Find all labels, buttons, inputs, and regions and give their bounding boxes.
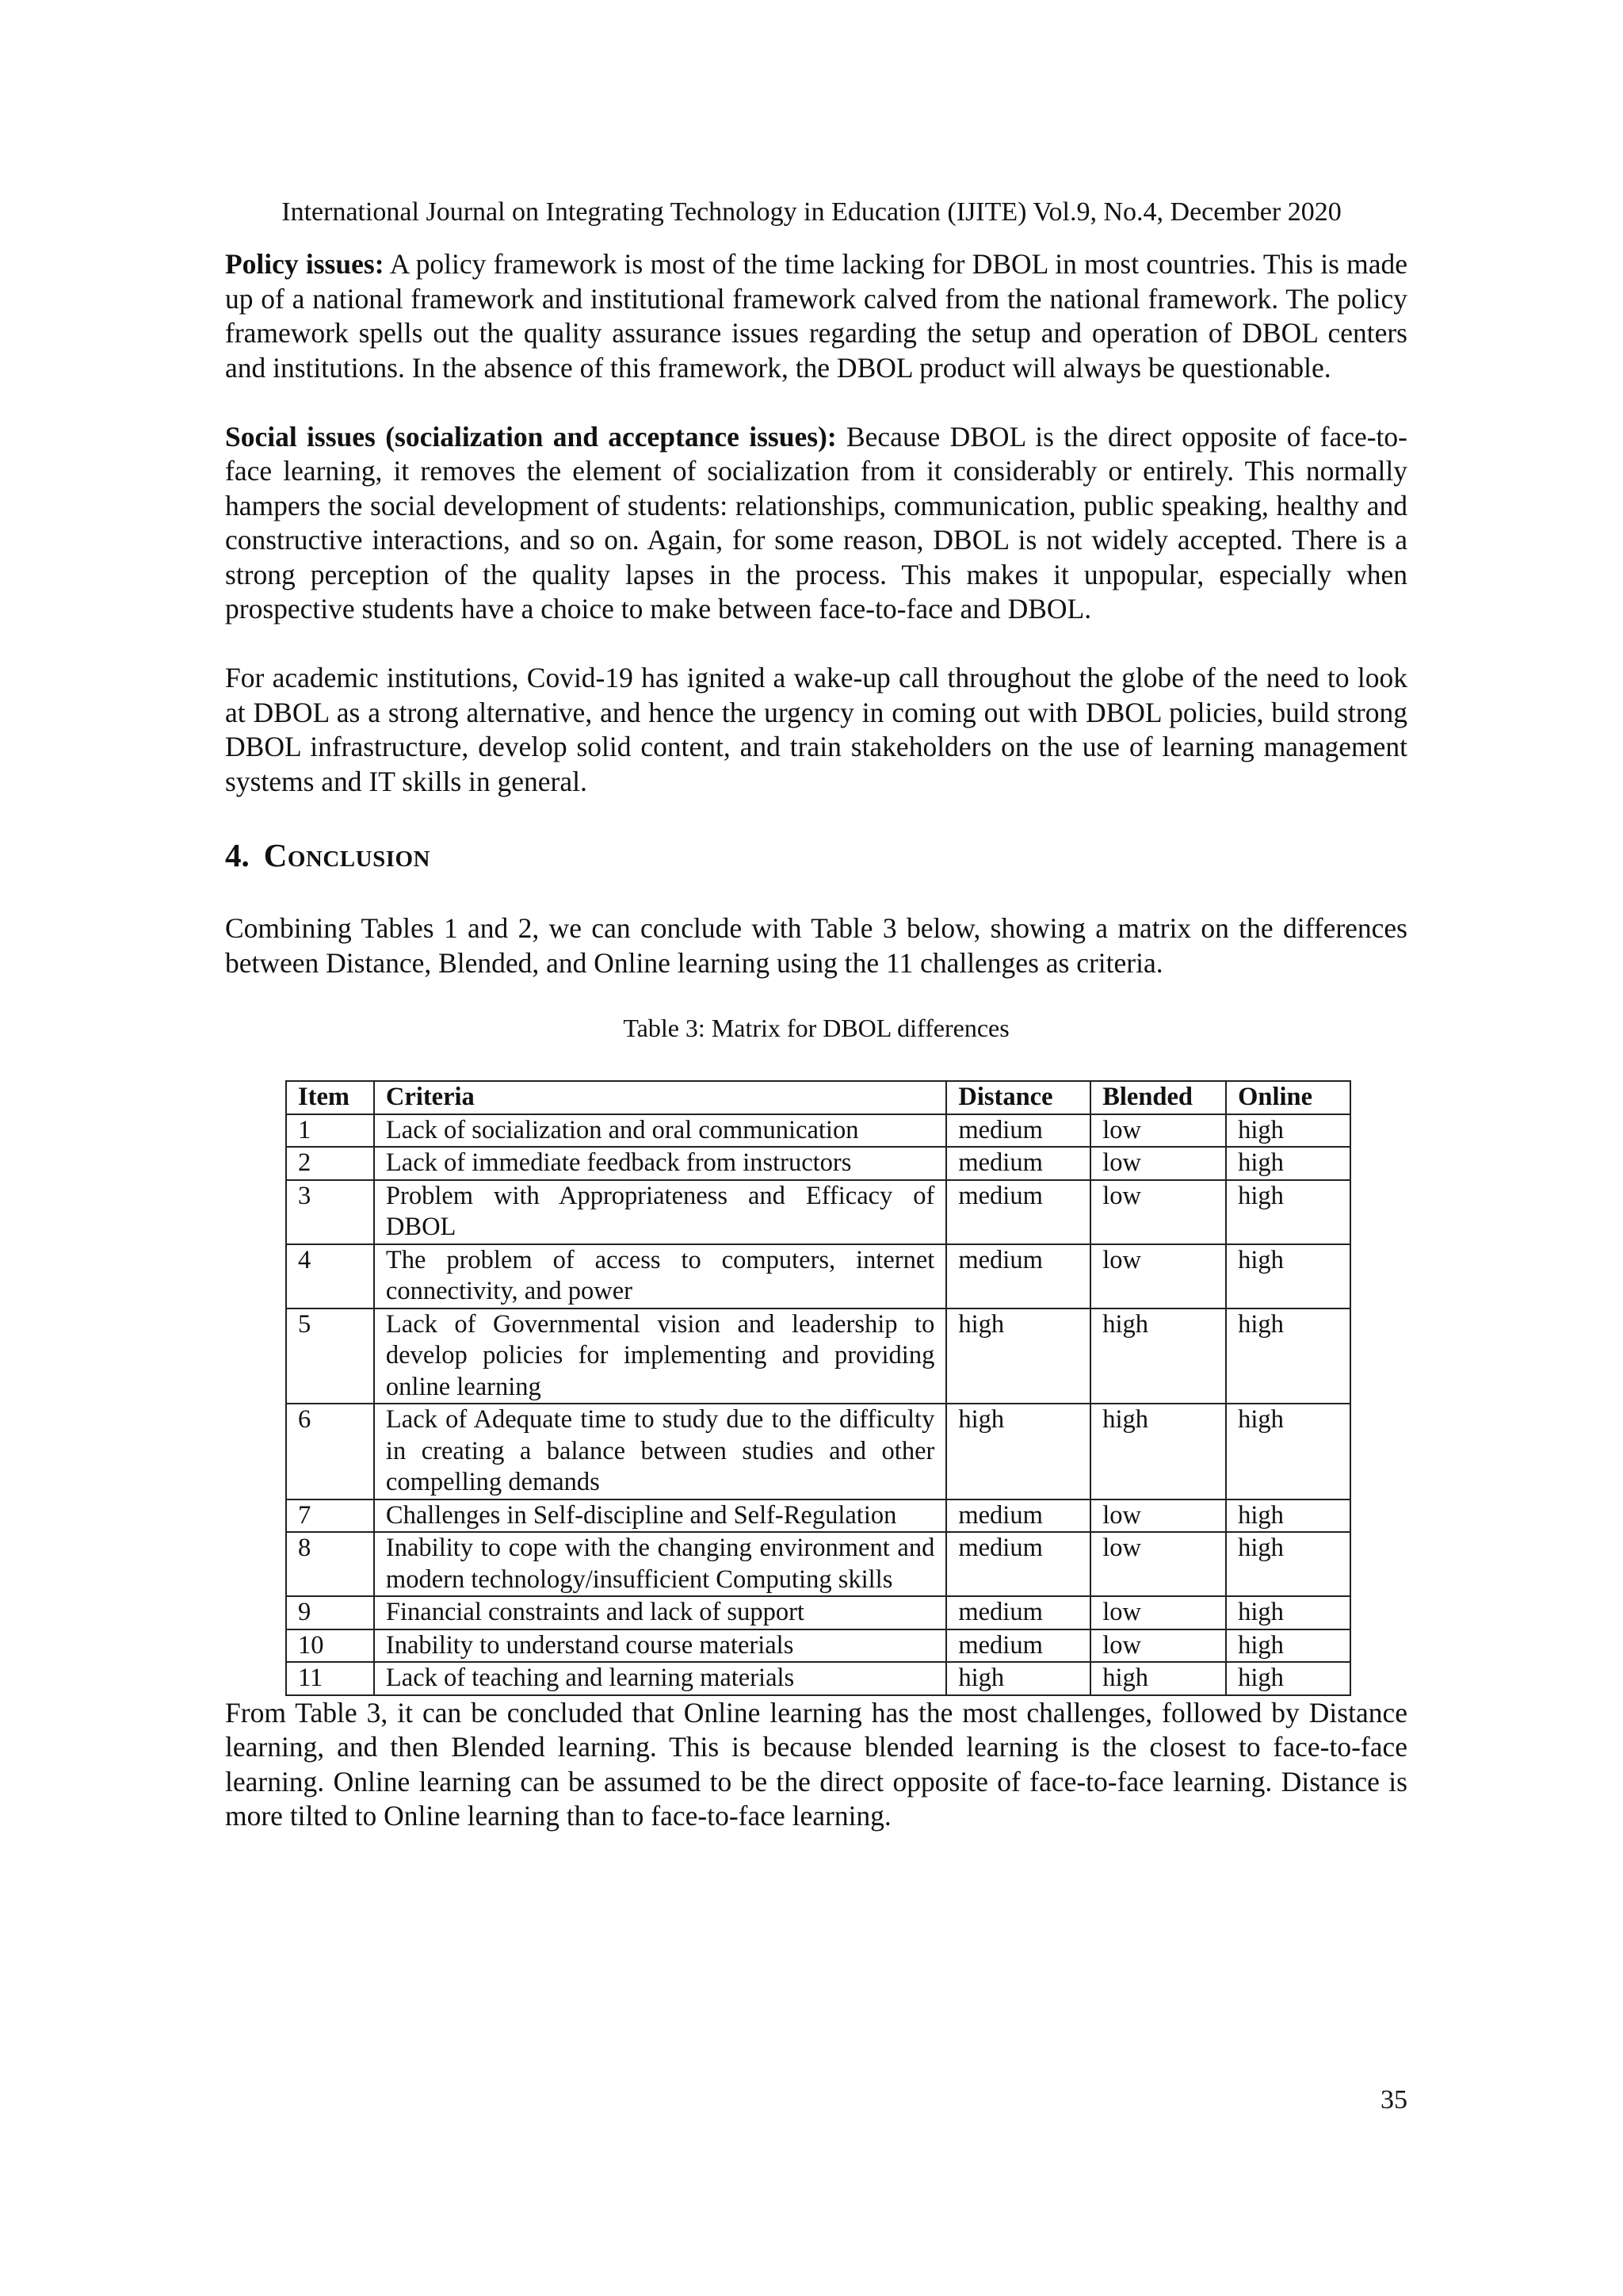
running-header: International Journal on Integrating Technology in Education (IJITE) Vol.9, No.4, December 2020 bbox=[281, 197, 1342, 227]
cell-blended: low bbox=[1090, 1629, 1226, 1663]
policy-issues-text: A policy framework is most of the time lacking for DBOL in most countries. This is made up of a national framework and institutional framework calved from the national framework. The policy framework spells out the quality assurance issues regarding the setup and operation of DBOL centers and institutions. In the absence of this framework, the DBOL product will always be questionable. bbox=[225, 248, 1407, 384]
cell-online: high bbox=[1226, 1147, 1350, 1180]
cell-online: high bbox=[1226, 1499, 1350, 1533]
cell-distance: medium bbox=[946, 1629, 1090, 1663]
cell-criteria: Lack of immediate feedback from instructors bbox=[374, 1147, 946, 1180]
cell-criteria: Challenges in Self-discipline and Self-Regulation bbox=[374, 1499, 946, 1533]
table-row bbox=[286, 1114, 1350, 1148]
cell-item: 6 bbox=[286, 1404, 374, 1499]
cell-blended: high bbox=[1090, 1308, 1226, 1404]
conclusion-intro-paragraph: Combining Tables 1 and 2, we can conclude with Table 3 below, showing a matrix on the differences between Distance, Blended, and Online learning using the 11 challenges as criteria. bbox=[225, 912, 1407, 979]
table-row bbox=[286, 1629, 1350, 1663]
cell-blended: low bbox=[1090, 1114, 1226, 1148]
cell-criteria: Lack of Adequate time to study due to the difficulty in creating a balance between studies and other compelling demands bbox=[374, 1404, 946, 1499]
table-header-row bbox=[286, 1081, 1350, 1114]
cell-criteria: Lack of Governmental vision and leadership to develop policies for implementing and providing online learning bbox=[374, 1308, 946, 1404]
cell-criteria: Financial constraints and lack of support bbox=[374, 1596, 946, 1629]
table-row bbox=[286, 1147, 1350, 1180]
cell-blended: low bbox=[1090, 1147, 1226, 1180]
cell-online: high bbox=[1226, 1114, 1350, 1148]
cell-blended: low bbox=[1090, 1596, 1226, 1629]
table-row bbox=[286, 1499, 1350, 1533]
table-row bbox=[286, 1532, 1350, 1596]
cell-criteria: Lack of socialization and oral communication bbox=[374, 1114, 946, 1148]
cell-online: high bbox=[1226, 1308, 1350, 1404]
table-row bbox=[286, 1662, 1350, 1695]
cell-criteria: Inability to cope with the changing environment and modern technology/insufficient Computing skills bbox=[374, 1532, 946, 1596]
dbol-matrix-table bbox=[285, 1080, 1351, 1696]
header-distance: Distance bbox=[946, 1081, 1090, 1114]
cell-blended: low bbox=[1090, 1499, 1226, 1533]
cell-online: high bbox=[1226, 1532, 1350, 1596]
cell-distance: medium bbox=[946, 1244, 1090, 1308]
cell-blended: low bbox=[1090, 1180, 1226, 1244]
section-number: 4. bbox=[225, 837, 250, 873]
table-caption: Table 3: Matrix for DBOL differences bbox=[623, 1014, 1010, 1042]
cell-criteria: The problem of access to computers, internet connectivity, and power bbox=[374, 1244, 946, 1308]
cell-distance: medium bbox=[946, 1114, 1090, 1148]
cell-distance: high bbox=[946, 1404, 1090, 1499]
cell-online: high bbox=[1226, 1596, 1350, 1629]
cell-criteria: Inability to understand course materials bbox=[374, 1629, 946, 1663]
section-title: Conclusion bbox=[263, 837, 431, 873]
cell-distance: medium bbox=[946, 1532, 1090, 1596]
page-content bbox=[225, 247, 1407, 1834]
cell-item: 10 bbox=[286, 1629, 374, 1663]
cell-online: high bbox=[1226, 1662, 1350, 1695]
cell-online: high bbox=[1226, 1629, 1350, 1663]
table-row bbox=[286, 1404, 1350, 1499]
cell-item: 3 bbox=[286, 1180, 374, 1244]
header-criteria: Criteria bbox=[374, 1081, 946, 1114]
cell-criteria: Problem with Appropriateness and Efficacy of DBOL bbox=[374, 1180, 946, 1244]
cell-item: 2 bbox=[286, 1147, 374, 1180]
cell-blended: low bbox=[1090, 1532, 1226, 1596]
cell-distance: high bbox=[946, 1308, 1090, 1404]
cell-blended: high bbox=[1090, 1404, 1226, 1499]
policy-issues-lead: Policy issues: bbox=[225, 248, 384, 280]
table-row bbox=[286, 1180, 1350, 1244]
policy-issues-paragraph bbox=[225, 247, 1407, 385]
conclusion-closing-paragraph: From Table 3, it can be concluded that Online learning has the most challenges, followed by Distance learning, and then Blended learning. This is because blended learning is the closest to face-to-face learning. Online learning can be assumed to be the direct opposite of face-to-face learning. Distance is more tilted to Online learning than to face-to-face learning. bbox=[225, 1696, 1407, 1832]
cell-distance: medium bbox=[946, 1147, 1090, 1180]
cell-online: high bbox=[1226, 1244, 1350, 1308]
cell-item: 1 bbox=[286, 1114, 374, 1148]
social-issues-lead: Social issues (socialization and acceptance issues): bbox=[225, 420, 837, 453]
cell-blended: high bbox=[1090, 1662, 1226, 1695]
cell-item: 4 bbox=[286, 1244, 374, 1308]
header-item: Item bbox=[286, 1081, 374, 1114]
cell-item: 5 bbox=[286, 1308, 374, 1404]
header-blended: Blended bbox=[1090, 1081, 1226, 1114]
cell-online: high bbox=[1226, 1404, 1350, 1499]
table-row bbox=[286, 1308, 1350, 1404]
cell-item: 8 bbox=[286, 1532, 374, 1596]
social-issues-paragraph bbox=[225, 420, 1407, 627]
covid-paragraph: For academic institutions, Covid-19 has ignited a wake-up call throughout the globe of the need to look at DBOL as a strong alternative, and hence the urgency in coming out with DBOL policies, build strong DBOL infrastructure, develop solid content, and train stakeholders on the use of learning management systems and IT skills in general. bbox=[225, 662, 1407, 797]
header-online: Online bbox=[1226, 1081, 1350, 1114]
cell-blended: low bbox=[1090, 1244, 1226, 1308]
cell-online: high bbox=[1226, 1180, 1350, 1244]
cell-distance: high bbox=[946, 1662, 1090, 1695]
section-heading bbox=[225, 835, 1407, 875]
cell-item: 9 bbox=[286, 1596, 374, 1629]
table-row bbox=[286, 1596, 1350, 1629]
cell-distance: medium bbox=[946, 1180, 1090, 1244]
cell-item: 11 bbox=[286, 1662, 374, 1695]
cell-distance: medium bbox=[946, 1499, 1090, 1533]
cell-distance: medium bbox=[946, 1596, 1090, 1629]
social-issues-text: Because DBOL is the direct opposite of face-to-face learning, it removes the element of socialization from it considerably or entirely. This normally hampers the social development of students: relationships, communication, public speaking, healthy and constructive interactions, and so on. Again, for some reason, DBOL is not widely accepted. There is a strong perception of the quality lapses in the process. This makes it unpopular, especially when prospective students have a choice to make between face-to-face and DBOL. bbox=[225, 420, 1407, 625]
table-body bbox=[286, 1114, 1350, 1695]
table-row bbox=[286, 1244, 1350, 1308]
cell-criteria: Lack of teaching and learning materials bbox=[374, 1662, 946, 1695]
page-number: 35 bbox=[1381, 2085, 1407, 2115]
cell-item: 7 bbox=[286, 1499, 374, 1533]
